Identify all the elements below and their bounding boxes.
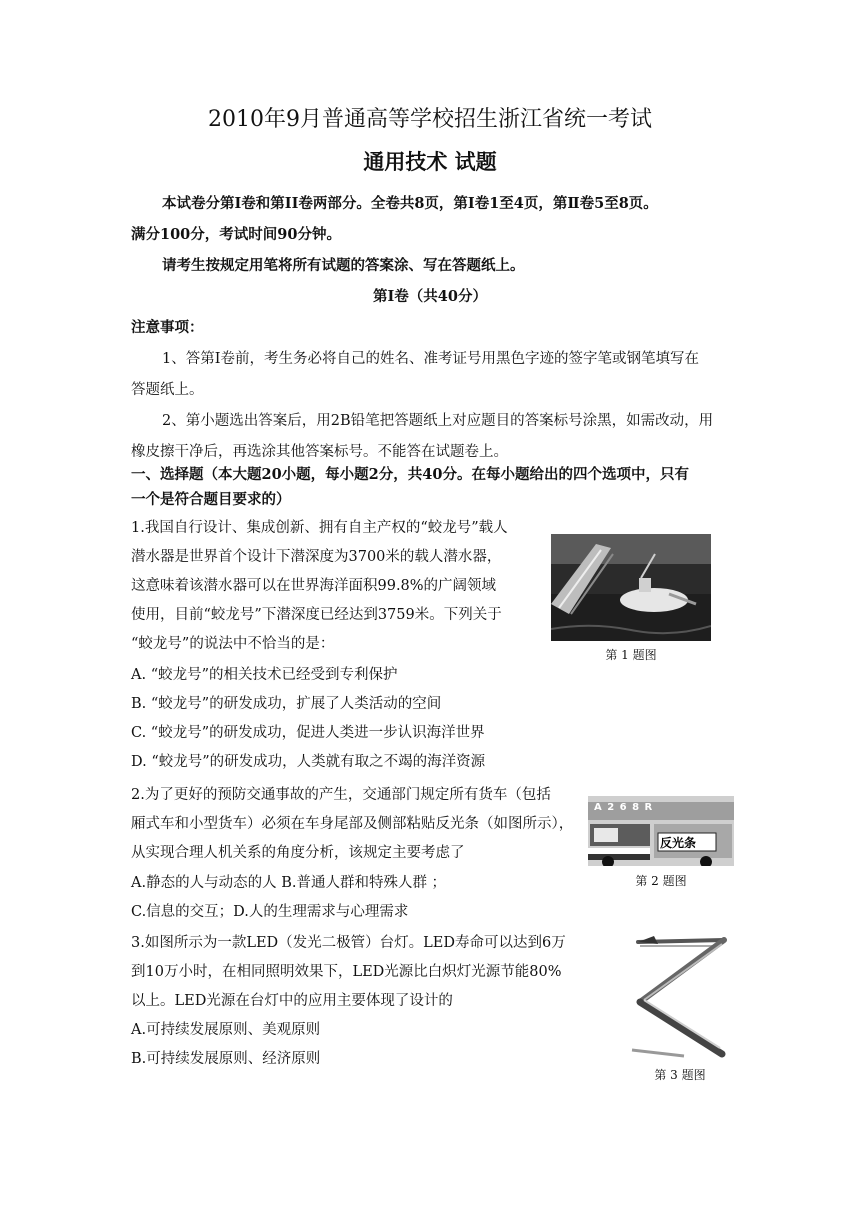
q2-line-3: 从实现合理人机关系的角度分析，该规定主要考虑了 xyxy=(131,845,465,861)
section-1-line-2: 一个是符合题目要求的） xyxy=(131,491,291,508)
q2-options-line-2: C.信息的交互；D.人的生理需求与心理需求 xyxy=(131,904,409,920)
q2-figure-truck xyxy=(588,796,734,866)
notice-1-line-2: 答题纸上。 xyxy=(131,382,204,398)
intro-line-3: 请考生按规定用笔将所有试题的答案涂、写在答题纸上。 xyxy=(162,257,525,274)
q2-reflector-label: 反光条 xyxy=(660,836,697,850)
q2-line-1: 2.为了更好的预防交通事故的产生，交通部门规定所有货车（包括 xyxy=(131,787,551,803)
page-subtitle: 通用技术 试题 xyxy=(363,149,497,174)
q1-line-4: 使用，目前“蛟龙号”下潜深度已经达到3759米。下列关于 xyxy=(131,607,502,623)
q1-figure-submersible xyxy=(551,534,711,641)
q1-caption: 第 1 题图 xyxy=(605,648,657,662)
q1-line-1: 1.我国自行设计、集成创新、拥有自主产权的“蛟龙号”载人 xyxy=(131,520,508,536)
q2-line-2: 厢式车和小型货车）必须在车身尾部及侧部粘贴反光条（如图所示）， xyxy=(131,816,574,832)
q1-option-c: C. “蛟龙号”的研发成功，促进人类进一步认识海洋世界 xyxy=(131,725,485,741)
notice-2-line-1: 2、第小题选出答案后，用2B铅笔把答题纸上对应题目的答案标号涂黑，如需改动，用 xyxy=(162,413,714,429)
q3-option-a: A.可持续发展原则、美观原则 xyxy=(131,1022,321,1038)
section-1-line-1: 一、选择题（本大题20小题，每小题2分，共40分。在每小题给出的四个选项中，只有 xyxy=(131,466,689,483)
q2-options-line-1: A.静态的人与动态的人 B.普通人群和特殊人群 ； xyxy=(131,875,447,891)
intro-line-2: 满分100分，考试时间90分钟。 xyxy=(131,226,341,243)
notice-1-line-1: 1、答第Ⅰ卷前，考生务必将自己的姓名、准考证号用黑色字迹的签字笔或钢笔填写在 xyxy=(162,351,699,367)
intro-line-1: 本试卷分第I卷和第II卷两部分。全卷共8页，第Ⅰ卷1至4页，第Ⅱ卷5至8页。 xyxy=(162,195,658,212)
q3-option-b: B.可持续发展原则、经济原则 xyxy=(131,1051,321,1067)
q1-line-5: “蛟龙号”的说法中不恰当的是： xyxy=(131,636,335,652)
q1-option-b: B. “蛟龙号”的研发成功，扩展了人类活动的空间 xyxy=(131,696,442,712)
q3-figure-led-lamp xyxy=(624,930,732,1062)
q1-line-2: 潜水器是世界首个设计下潜深度为3700米的载人潜水器， xyxy=(131,549,502,565)
q2-caption: 第 2 题图 xyxy=(635,874,687,888)
q1-option-d: D. “蛟龙号”的研发成功，人类就有取之不竭的海洋资源 xyxy=(131,754,486,770)
q3-line-2: 到10万小时，在相同照明效果下，LED光源比白炽灯光源节能80% xyxy=(131,964,562,980)
notice-heading: 注意事项： xyxy=(131,319,204,336)
q2-plate-text: A 2 6 8 R xyxy=(594,802,654,813)
q1-line-3: 这意味着该潜水器可以在世界海洋面积99.8%的广阔领域 xyxy=(131,578,497,594)
q1-option-a: A. “蛟龙号”的相关技术已经受到专利保护 xyxy=(131,667,398,683)
part1-heading: 第Ⅰ卷（共40分） xyxy=(373,288,487,305)
page-title: 2010年9月普通高等学校招生浙江省统一考试 xyxy=(208,107,652,132)
notice-2-line-2: 橡皮擦干净后，再选涂其他答案标号。不能答在试题卷上。 xyxy=(131,444,508,460)
q3-line-1: 3.如图所示为一款LED（发光二极管）台灯。LED寿命可以达到6万 xyxy=(131,935,566,951)
q3-caption: 第 3 题图 xyxy=(654,1068,706,1082)
q3-line-3: 以上。LED光源在台灯中的应用主要体现了设计的 xyxy=(131,993,453,1009)
